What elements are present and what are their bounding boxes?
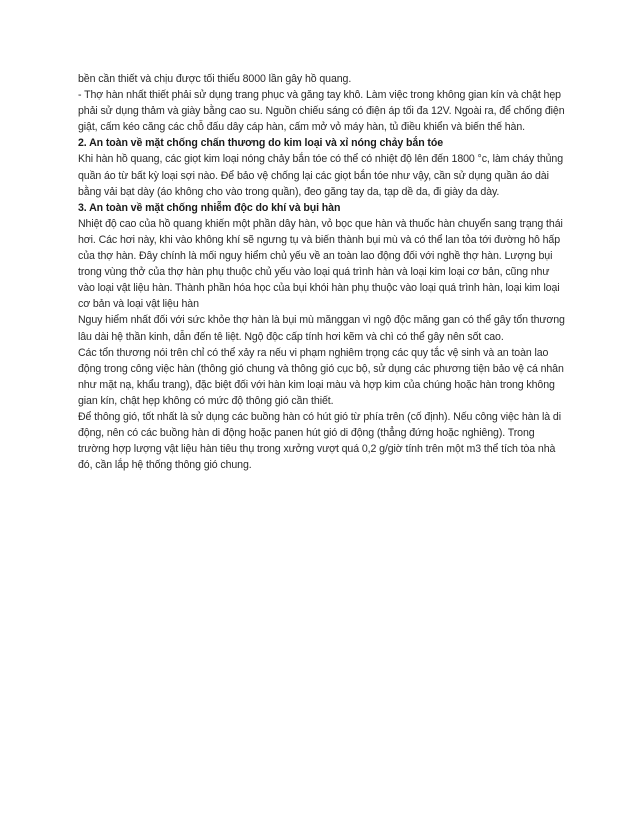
- paragraph-ventilation: Để thông gió, tốt nhất là sử dụng các buồng hàn có hút gió từ phía trên (cố định). Nếu công việc hàn là di động, nên có các buồng hàn di động hoặc panen hút gió di động (thẳng đứng hoặc nghiêng). Trong trường hợp lượng vật liệu hàn tiêu thụ trong xưởng vượt quá 0,2 g/giờ tính trên một m3 thể tích tòa nhà đó, cần lắp hệ thống thông gió chung.: [78, 410, 561, 472]
- paragraph-manganese: Nguy hiểm nhất đối với sức khỏe thợ hàn là bụi mù mănggan vì ngộ độc măng gan có thể gây tổn thương lâu dài hệ thần kinh, dẫn đến tê liệt. Ngộ độc cấp tính hơi kẽm và chì có thể gây nên sốt cao.: [78, 314, 565, 343]
- section-heading-2: 2. An toàn về mặt chống chấn thương do kim loại và xỉ nóng chảy bắn tóe: [78, 137, 444, 150]
- document-body: [78, 71, 568, 473]
- paragraph-fumes: Nhiệt độ cao của hồ quang khiến một phần dây hàn, vỏ bọc que hàn và thuốc hàn chuyển sang trạng thái hơi. Các hơi này, khi vào không khí sẽ ngưng tụ và biến thành bụi mù và có thể lan tỏa tới đường hô hấp của thợ hàn. Đây chính là mối nguy hiểm chủ yếu về an toàn lao động đối với nghề thợ hàn. Lượng bụi trong vùng thở của thợ hàn phụ thuộc chủ yếu vào loại quá trình hàn và loại kim loại cơ bản, cũng như vào loại vật liệu hàn. Thành phần hóa học của bụi khói hàn phụ thuộc vào loại quá trình hàn, loại kim loại cơ bản và loại vật liệu hàn: [78, 217, 563, 311]
- paragraph-spatter-protection: Khi hàn hồ quang, các giọt kim loại nóng chảy bắn tóe có thể có nhiệt độ lên đến 1800 °c, làm cháy thủng quần áo từ bất kỳ loại sợi nào. Để bảo vệ chống lại các giọt bắn tóe như vậy, cần sử dụng quần áo dài bằng vải bạt dày (áo không cho vào trong quần), đeo găng tay da, tạp dề da, đi giày da dày.: [78, 153, 564, 198]
- paragraph-violations: Các tổn thương nói trên chỉ có thể xảy ra nếu vi phạm nghiêm trọng các quy tắc vệ sinh và an toàn lao động trong công việc hàn (thông gió chung và thông gió cục bộ, sử dụng các phương tiện bảo vệ cá nhân như mặt nạ, khẩu trang), đặc biệt đối với hàn kim loại màu và hợp kim của chúng hoặc hàn trong không gian kín, chật hẹp không có mức độ thông gió cần thiết.: [78, 346, 564, 407]
- section-heading-3: 3. An toàn về mặt chống nhiễm độc do khí và bụi hàn: [78, 201, 341, 214]
- paragraph-electrical-safety: - Thợ hàn nhất thiết phải sử dụng trang phục và găng tay khô. Làm việc trong không gian kín và chật hẹp phải sử dụng thảm và giày bằng cao su. Nguồn chiếu sáng có điện áp tối đa 12V. Ngoài ra, để chống điện giật, cấm kéo căng các chỗ đấu dây cáp hàn, cấm mở vỏ máy hàn, tủ điều khiển và biến thế hàn.: [78, 89, 565, 134]
- paragraph-continued: bền cần thiết và chịu được tối thiểu 8000 lần gây hồ quang.: [78, 73, 352, 85]
